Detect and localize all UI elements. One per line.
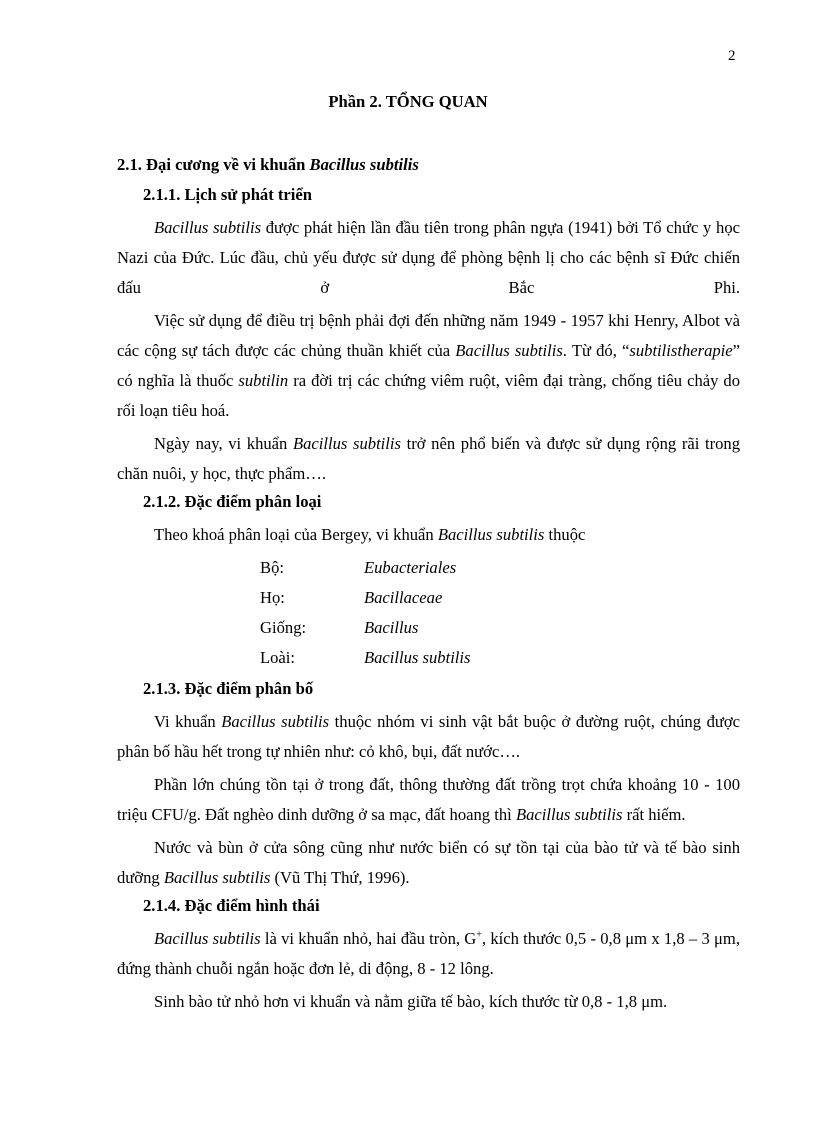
paragraph-text: Nước và bùn ở cửa sông cũng như nước biển có sự tồn tại của bào tử và tế bào sinh dưỡng xyxy=(117,838,740,887)
paragraph-text: Phần lớn chúng tồn tại ở trong đất, thông thường đất trồng trọt chứa khoảng 10 - 100 triệu CFU/g. Đất nghèo dinh dưỡng ở sa mạc, đất hoang thì xyxy=(117,775,740,824)
taxonomy-name: Bacillaceae xyxy=(364,588,443,607)
paragraph-morphology-1 xyxy=(117,924,740,984)
paragraph-text: rất hiếm. xyxy=(622,805,686,824)
species-name: Bacillus subtilis xyxy=(293,434,401,453)
paragraph-history-2 xyxy=(117,306,740,426)
part-title: Phần 2. TỔNG QUAN xyxy=(328,92,488,111)
paragraph-text: là vi khuẩn nhỏ, hai đầu tròn, G xyxy=(260,929,477,948)
paragraph-text: , kích thước 0,5 - 0,8 xyxy=(481,929,626,948)
paragraph-history-1 xyxy=(117,213,740,303)
taxonomy-table xyxy=(260,553,470,673)
paragraph-text: Vi khuẩn xyxy=(154,712,222,731)
paragraph-text: thuộc nhóm vi sinh vật bắt buộc ở đường ruột, chúng được phân bố hầu hết trong tự nhiên như: cỏ khô, bụi, đất nước…. xyxy=(117,712,741,761)
paragraph-text: Ngày nay, vi khuẩn xyxy=(154,434,293,453)
paragraph-text: . xyxy=(663,992,668,1011)
paragraph-morphology-2 xyxy=(117,987,740,1017)
term-italic: subtilin xyxy=(238,371,289,390)
taxonomy-rank: Họ: xyxy=(260,588,285,607)
species-name: Bacillus subtilis xyxy=(455,341,563,360)
species-name: Bacillus subtilis xyxy=(221,712,330,731)
taxonomy-rank: Loài: xyxy=(260,648,296,667)
unit-micrometer: μm xyxy=(625,929,648,948)
section-heading-2-1-1: 2.1.1. Lịch sử phát triển xyxy=(143,185,312,204)
taxonomy-rank: Giống: xyxy=(260,618,307,637)
paragraph-text: . Từ đó, “ xyxy=(562,341,630,360)
species-name: Bacillus subtilis xyxy=(515,805,623,824)
paragraph-text: x 1,8 – 3 xyxy=(647,929,715,948)
paragraph-text: được phát hiện lần đầu tiên trong phân ngựa (1941) bởi Tổ chức y học Nazi của Đức. Lúc đầu, chủ yếu được sử dụng để phòng bệnh lị cho các bệnh sĩ Đức chiến đấu ở Bắc Phi. xyxy=(117,218,740,297)
section-heading-2-1-2: 2.1.2. Đặc điểm phân loại xyxy=(143,492,322,511)
paragraph-distribution-1 xyxy=(117,707,740,767)
taxonomy-row xyxy=(260,553,470,583)
paragraph-text: , đứng thành chuỗi ngắn hoặc đơn lẻ, di động, 8 - 12 lông. xyxy=(117,929,740,978)
species-name: Bacillus subtilis xyxy=(154,218,262,237)
paragraph-text: ra đời trị các chứng viêm ruột, viêm đại tràng, chống tiêu chảy do rối loạn tiêu hoá. xyxy=(117,371,740,420)
section-heading-2-1 xyxy=(117,155,740,175)
taxonomy-row xyxy=(260,613,470,643)
paragraph-classification-intro xyxy=(117,520,740,550)
paragraph-distribution-2 xyxy=(117,770,740,830)
paragraph-history-3 xyxy=(117,429,740,489)
paragraph-text: trở nên phổ biến và được sử dụng rộng rãi trong chăn nuôi, y học, thực phẩm…. xyxy=(117,434,741,483)
heading-text: 2.1. Đại cương về vi khuẩn xyxy=(117,155,310,174)
taxonomy-name: Bacillus xyxy=(364,618,419,637)
paragraph-text: Việc sử dụng để điều trị bệnh phải đợi đến những năm 1949 - 1957 khi Henry, Albot và các cộng sự tách được các chủng thuần khiết của xyxy=(117,311,740,360)
term-italic: subtilistherapie xyxy=(629,341,733,360)
paragraph-text: Theo khoá phân loại của Bergey, vi khuẩn xyxy=(154,525,438,544)
section-heading-2-1-4: 2.1.4. Đặc điểm hình thái xyxy=(143,896,320,915)
species-name: Bacillus subtilis xyxy=(163,868,271,887)
taxonomy-name: Bacillus subtilis xyxy=(364,648,471,667)
species-name: Bacillus subtilis xyxy=(154,929,261,948)
unit-micrometer: μm xyxy=(714,929,736,948)
section-heading-2-1-3: 2.1.3. Đặc điểm phân bố xyxy=(143,679,314,698)
taxonomy-row xyxy=(260,643,470,673)
paragraph-text: Sinh bào tử nhỏ hơn vi khuẩn và nằm giữa tế bào, kích thước từ 0,8 - 1,8 xyxy=(154,992,642,1011)
paragraph-distribution-3 xyxy=(117,833,740,893)
paragraph-text: thuộc xyxy=(544,525,586,544)
page-number: 2 xyxy=(728,48,736,64)
taxonomy-row xyxy=(260,583,470,613)
unit-micrometer: μm xyxy=(641,992,664,1011)
paragraph-text: ” có nghĩa là thuốc xyxy=(117,341,741,390)
document-body xyxy=(117,155,740,1020)
taxonomy-rank: Bộ: xyxy=(260,558,284,577)
taxonomy-name: Eubacteriales xyxy=(364,558,457,577)
paragraph-text: (Vũ Thị Thứ, 1996). xyxy=(270,868,410,887)
gram-positive-superscript: + xyxy=(476,929,482,941)
species-name: Bacillus subtilis xyxy=(437,525,545,544)
heading-species: Bacillus subtilis xyxy=(309,155,419,174)
